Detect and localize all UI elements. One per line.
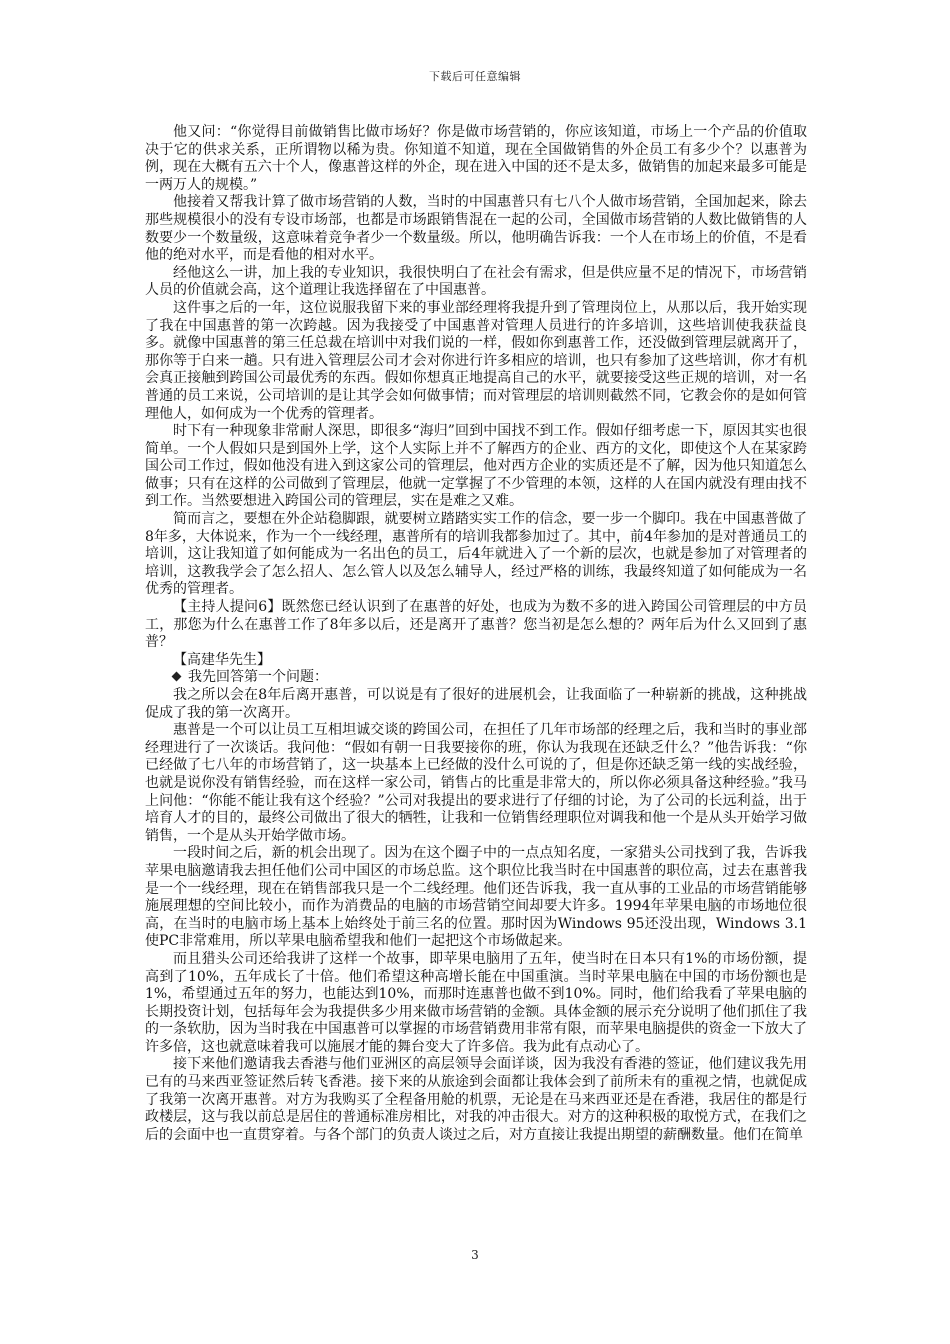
diamond-bullet-icon (172, 672, 182, 682)
bullet-item (145, 669, 807, 687)
paragraph-6: 简而言之，要想在外企站稳脚跟，就要树立踏踏实实工作的信念，要一步一个脚印。我在中国惠普做了8年多，大体说来，作为一个一线经理，惠普所有的培训我都参加过了。其中，前4年参加的是对普通员工的培训，这让我知道了如何能成为一名出色的员工，后4年就进入了一个新的层次，也就是参加了对管理者的培训，这教我学会了怎么招人、怎么管人以及怎么辅导人，经过严格的训练，我最终知道了如何能成为一名优秀的管理者。 (145, 511, 807, 598)
paragraph-10: 惠普是一个可以让员工互相坦诚交谈的跨国公司，在担任了几年市场部的经理之后，我和当时的事业部经理进行了一次谈话。我问他：“假如有朝一日我要接你的班，你认为我现在还缺乏什么？”他告诉我：“你已经做了七八年的市场营销了，这一块基本上已经做的没什么可说的了，但是你还缺乏第一线的实战经验，也就是说你没有销售经验，而在这样一家公司，销售占的比重是非常大的，所以你必须具备这种经验。”我马上问他：“你能不能让我有这个经验？”公司对我提出的要求进行了仔细的讨论，为了公司的长远利益，出于培育人才的目的，最终公司做出了很大的牺牲，让我和一位销售经理职位对调我和他一个是从头开始学习做销售，一个是从头开始学做市场。 (145, 722, 807, 844)
paragraph-5: 时下有一种现象非常耐人深思，即很多“海归”回到中国找不到工作。假如仔细考虑一下，原因其实也很简单。一个人假如只是到国外上学，这个人实际上并不了解西方的企业、西方的文化，即使这个人在某家跨国公司工作过，假如他没有进入到这家公司的管理层，他对西方企业的实质还是不了解，因为他只知道怎么做事；只有在这样的公司做到了管理层，他就一定掌握了不少管理的本领，这样的人在国内就没有理由找不到工作。当然要想进入跨国公司的管理层，实在是难之又难。 (145, 423, 807, 510)
paragraph-12: 而且猎头公司还给我讲了这样一个故事，即苹果电脑用了五年，使当时在日本只有1%的市场份额，提高到了10%，五年成长了十倍。他们希望这种高增长能在中国重演。当时苹果电脑在中国的市场份额也是1%，希望通过五年的努力，也能达到10%，而那时连惠普也做不到10%。同时，他们给我看了苹果电脑的长期投资计划，包括每年会为我提供多少用来做市场营销的金额。具体金额的展示充分说明了他们抓住了我的一条软肋，因为当时我在中国惠普可以掌握的市场营销费用非常有限，而苹果电脑提供的资金一下放大了许多倍，这也就意味着我可以施展才能的舞台变大了许多倍。我为此有点动心了。 (145, 950, 807, 1055)
paragraph-11: 一段时间之后，新的机会出现了。因为在这个圈子中的一点点知名度，一家猎头公司找到了我，告诉我苹果电脑邀请我去担任他们公司中国区的市场总监。这个职位比我当时在中国惠普的职位高，过去在惠普我是一个一线经理，现在在销售部我只是一个二线经理。他们还告诉我，我一直从事的工业品的市场营销能够施展理想的空间比较小，而作为消费品的电脑的市场营销空间却要大许多。1994年苹果电脑的市场地位很高，在当时的电脑市场上基本上始终处于前三名的位置。那时因为Windows 95还没出现，Windows 3.1使PC非常难用，所以苹果电脑希望我和他们一起把这个市场做起来。 (145, 845, 807, 950)
paragraph-13: 接下来他们邀请我去香港与他们亚洲区的高层领导会面详谈，因为我没有香港的签证，他们建议我先用已有的马来西亚签证然后转飞香港。接下来的从旅途到会面都让我体会到了前所未有的重视之情，也就促成了我第一次离开惠普。对方为我购买了全程备用舱的机票，无论是在马来西亚还是在香港，我居住的都是行政楼层，这与我以前总是居住的普通标准房相比，对我的冲击很大。对方的这种积极的取悦方式，在我们之后的会面中也一直贯穿着。与各个部门的负责人谈过之后，对方直接让我提出期望的薪酬数量。他们在简单 (145, 1056, 807, 1143)
speaker-label: 【高建华先生】 (173, 651, 271, 668)
document-body (145, 124, 807, 1144)
paragraph-1: 他又问：“你觉得目前做销售比做市场好？你是做市场营销的，你应该知道，市场上一个产品的价值取决于它的供求关系，正所谓物以稀为贵。你知道不知道，现在全国做销售的外企员工有多少个？以惠普为例，现在大概有五六十个人，像惠普这样的外企，现在进入中国的还不是太多，做销售的加起来最多可能是一两万人的规模。” (145, 124, 807, 193)
paragraph-2: 他接着又帮我计算了做市场营销的人数，当时的中国惠普只有七八个人做市场营销，全国加起来，除去那些规模很小的没有专设市场部，也都是市场跟销售混在一起的公司，全国做市场营销的人数比做销售的人数要少一个数量级，这意味着竞争者少一个数量级。所以，他明确告诉我：一个人在市场上的价值，不是看他的绝对水平，而是看他的相对水平。 (145, 194, 807, 264)
host-question: 【主持人提问6】既然您已经认识到了在惠普的好处，也成为为数不多的进入跨国公司管理层的中方员工，那您为什么在惠普工作了8年多以后，还是离开了惠普？您当初是怎么想的？两年后为什么又回到了惠普？ (145, 599, 807, 651)
page-header: 下载后可任意编辑 (429, 70, 521, 83)
paragraph-3: 经他这么一讲，加上我的专业知识，我很快明白了在社会有需求，但是供应量不足的情况下，市场营销人员的价值就会高，这个道理让我选择留在了中国惠普。 (145, 264, 807, 299)
page-number: 3 (471, 1248, 479, 1262)
paragraph-4: 这件事之后的一年，这位说服我留下来的事业部经理将我提升到了管理岗位上，从那以后，我开始实现了我在中国惠普的第一次跨越。因为我接受了中国惠普对管理人员进行的许多培训，这些培训使我获益良多。就像中国惠普的第三任总裁在培训中对我们说的一样，假如你到惠普工作，还没做到管理层就离开了，那你等于白来一趟。只有进入管理层公司才会对你进行许多相应的培训，也只有参加了这些培训，你才有机会真正接触到跨国公司最优秀的东西。假如你想真正地提高自己的水平，就要接受这些正规的培训，对一名普通的员工来说，公司培训的是让其学会如何做事情；而对管理层的培训则截然不同，它教会你的是如何管理他人，如何成为一个优秀的管理者。 (145, 299, 807, 422)
bullet-text: 我先回答第一个问题： (188, 669, 328, 686)
paragraph-9: 我之所以会在8年后离开惠普，可以说是有了很好的进展机会，让我面临了一种崭新的挑战，这种挑战促成了我的第一次离开。 (145, 687, 807, 721)
